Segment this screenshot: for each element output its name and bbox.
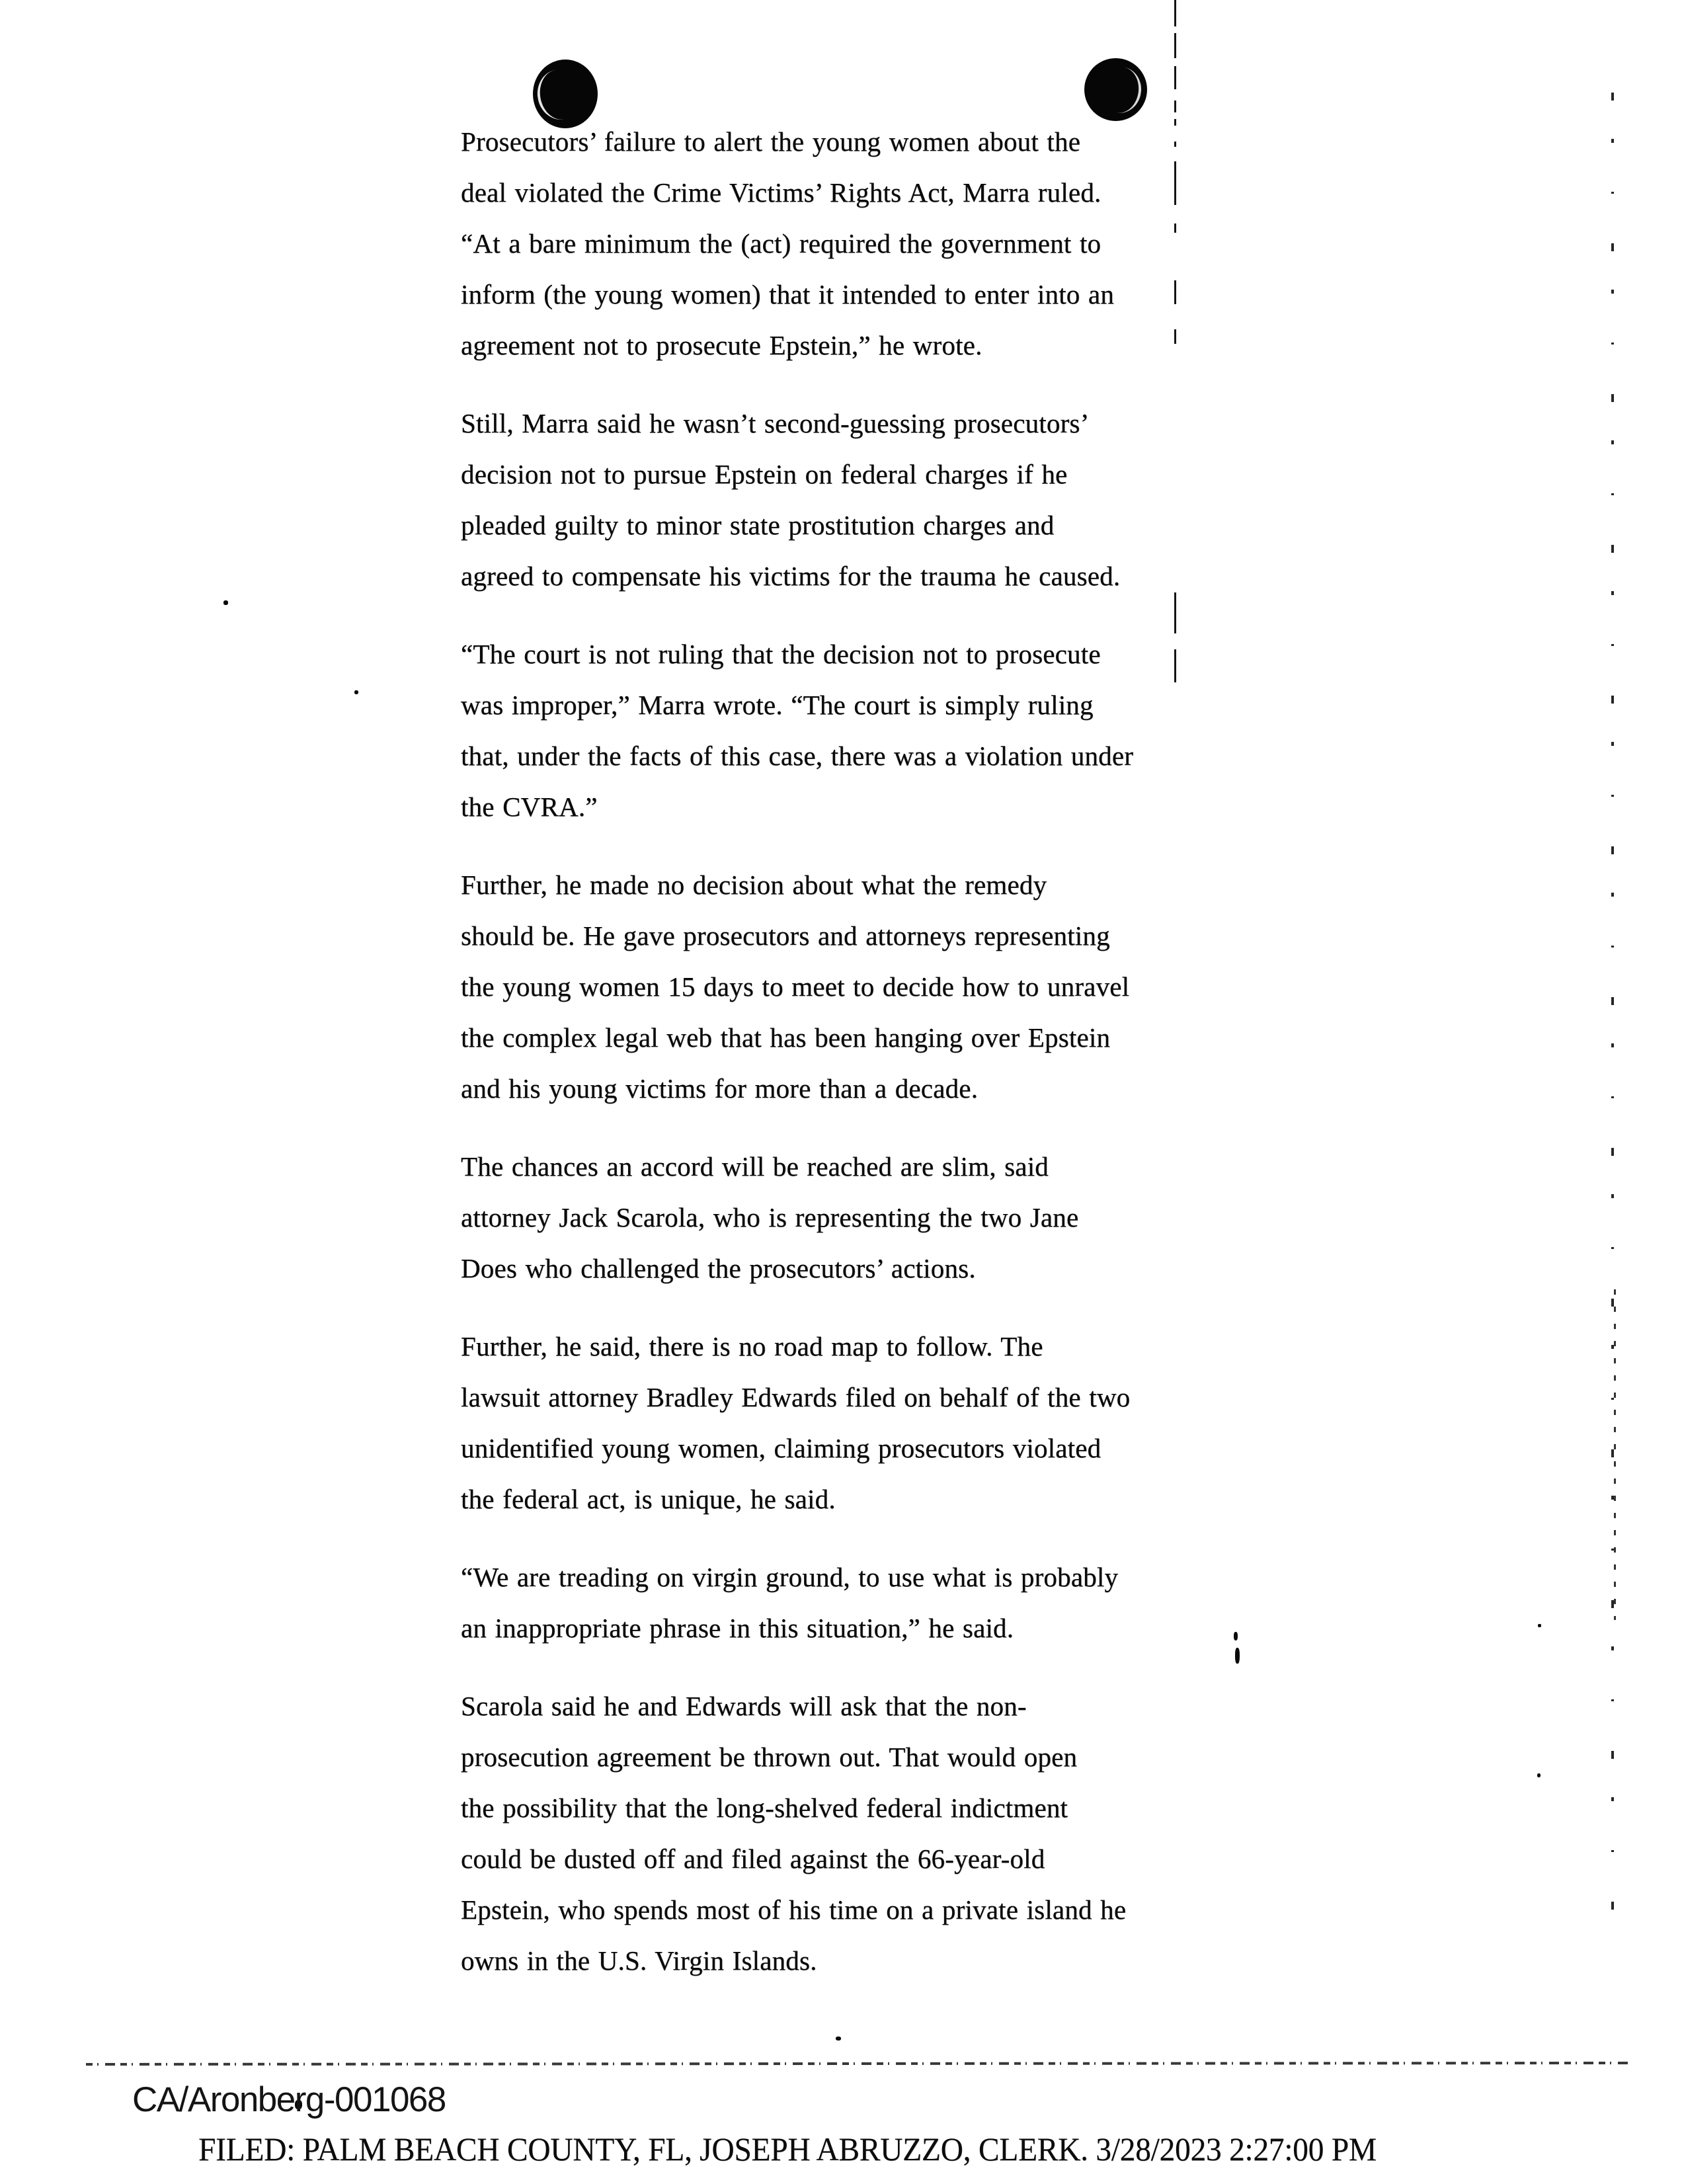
text-line: Does who challenged the prosecutors’ actions. xyxy=(461,1253,976,1283)
text-line: deal violated the Crime Victims’ Rights Act, Marra ruled. xyxy=(461,177,1101,208)
text-line: Scarola said he and Edwards will ask that the non- xyxy=(461,1691,1027,1721)
bates-number-label: CA/Aronberg-001068 xyxy=(132,2080,446,2119)
text-line: decision not to pursue Epstein on federal charges if he xyxy=(461,459,1068,489)
text-line: could be dusted off and filed against the 66-year-old xyxy=(461,1843,1045,1874)
text-line: Still, Marra said he wasn’t second-guessing prosecutors’ xyxy=(461,408,1090,438)
text-line: the young women 15 days to meet to decide how to unravel xyxy=(461,971,1130,1002)
dash-segment xyxy=(1174,66,1176,89)
text-line: should be. He gave prosecutors and attorneys representing xyxy=(461,920,1110,951)
text-line: inform (the young women) that it intended to enter into an xyxy=(461,279,1115,309)
text-line: Prosecutors’ failure to alert the young women about the xyxy=(461,126,1081,157)
text-line: an inappropriate phrase in this situation,” he said. xyxy=(461,1613,1014,1643)
paragraph xyxy=(461,1681,1244,1986)
paragraph xyxy=(461,1321,1244,1525)
paragraph xyxy=(461,1552,1244,1654)
text-line: Epstein, who spends most of his time on a private island he xyxy=(461,1894,1127,1925)
ink-speck xyxy=(223,600,228,605)
text-line: the federal act, is unique, he said. xyxy=(461,1484,836,1514)
paragraph xyxy=(461,629,1244,832)
text-line: unidentified young women, claiming prosecutors violated xyxy=(461,1433,1101,1463)
hole-punch-dot-right xyxy=(1084,58,1147,121)
text-line: agreement not to prosecute Epstein,” he wrote. xyxy=(461,330,982,360)
scan-artifact-horizontal-line xyxy=(86,2062,1630,2066)
ink-speck xyxy=(836,2037,841,2041)
ink-speck xyxy=(1538,1624,1541,1627)
dash-segment xyxy=(1174,33,1176,58)
paragraph xyxy=(461,116,1244,371)
text-line: attorney Jack Scarola, who is representing the two Jane xyxy=(461,1202,1079,1233)
dash-segment xyxy=(1174,0,1176,26)
text-line: pleaded guilty to minor state prostitution charges and xyxy=(461,510,1055,540)
text-line: “At a bare minimum the (act) required the government to xyxy=(461,228,1101,259)
paragraph xyxy=(461,398,1244,602)
text-line: “We are treading on virgin ground, to use what is probably xyxy=(461,1562,1119,1592)
text-line: the complex legal web that has been hanging over Epstein xyxy=(461,1022,1111,1053)
ink-speck xyxy=(1537,1773,1541,1777)
text-line: Further, he made no decision about what the remedy xyxy=(461,870,1047,900)
text-line: “The court is not ruling that the decision not to prosecute xyxy=(461,639,1101,669)
text-line: and his young victims for more than a decade. xyxy=(461,1073,979,1104)
scan-artifact-speckle-band-dense xyxy=(1614,1289,1616,1620)
ink-speck xyxy=(354,690,358,694)
text-line: lawsuit attorney Bradley Edwards filed on behalf of the two xyxy=(461,1382,1131,1412)
text-line: the CVRA.” xyxy=(461,791,598,822)
text-line: The chances an accord will be reached are slim, said xyxy=(461,1151,1049,1182)
article-body-text xyxy=(461,116,1244,1986)
filing-stamp-text: FILED: PALM BEACH COUNTY, FL, JOSEPH ABRUZZO, CLERK. 3/28/2023 2:27:00 PM xyxy=(198,2130,1377,2167)
scan-artifact-speckle-band xyxy=(1611,93,1614,1931)
text-line: the possibility that the long-shelved federal indictment xyxy=(461,1793,1068,1823)
paragraph xyxy=(461,1141,1244,1294)
text-line: owns in the U.S. Virgin Islands. xyxy=(461,1945,817,1976)
text-line: agreed to compensate his victims for the trauma he caused. xyxy=(461,561,1121,591)
text-line: prosecution agreement be thrown out. That would open xyxy=(461,1742,1078,1772)
dash-segment xyxy=(1174,101,1176,112)
text-line: Further, he said, there is no road map to follow. The xyxy=(461,1331,1043,1361)
text-line: that, under the facts of this case, there was a violation under xyxy=(461,741,1134,771)
paragraph xyxy=(461,860,1244,1114)
text-line: was improper,” Marra wrote. “The court is simply ruling xyxy=(461,690,1094,720)
